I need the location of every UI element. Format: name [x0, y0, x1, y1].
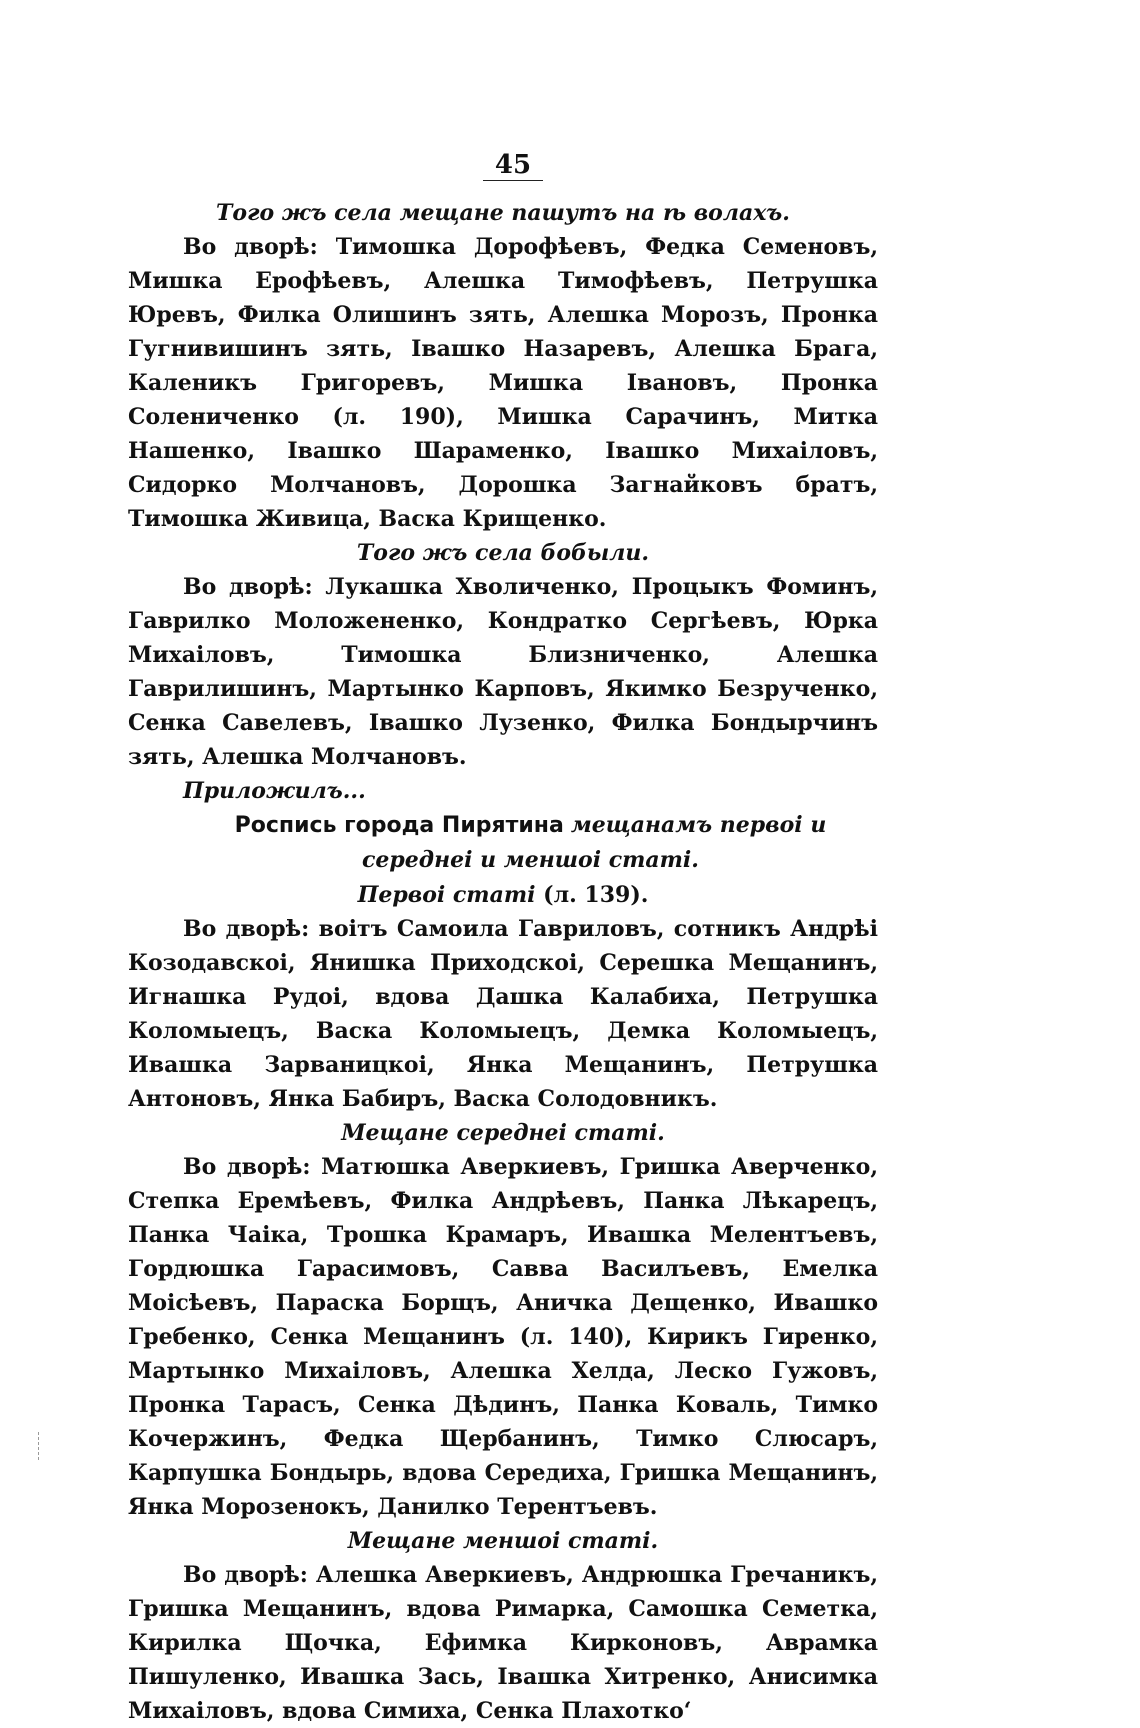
section-heading-landless: Того жъ села бобыли.: [356, 540, 650, 566]
first-rank-heading-text: Первоі статі: [357, 882, 536, 908]
register-title-subtitle: мещанамъ первоі и середнеі и меншоі статі.: [362, 812, 827, 873]
attachment-note: Приложилъ...: [183, 778, 366, 804]
register-title-main: Роспись города Пирятина: [234, 813, 564, 838]
document-page: [128, 0, 878, 1724]
section-heading-merchants-plough: Того жъ села мещане пашутъ на ѣ волахъ.: [216, 200, 790, 226]
subsection-heading-first-rank: [128, 878, 878, 912]
subsection-heading-middle-rank: Мещане середнеі статі.: [341, 1120, 665, 1146]
section-text-landless: Во дворѣ: Лукашка Хволиченко, Процыкъ Фоминъ, Гаврилко Моложененко, Кондратко Сергѣевъ, Юрка Михаіловъ, Тимошка Близниченко, Алешка Гаврилишинъ, Мартынко Карповъ, Якимко Безрученко, Сенка Савелевъ, Івашко Лузенко, Филка Бондырчинъ зять, Алешка Молчановъ.: [128, 574, 878, 770]
section-text-merchants-plough: Во дворѣ: Тимошка Дорофѣевъ, Федка Семеновъ, Мишка Ерофѣевъ, Алешка Тимофѣевъ, Петрушка Юревъ, Филка Олишинъ зять, Алешка Морозъ, Пронка Гугнивишинъ зять, Івашко Назаревъ, Алешка Брага, Каленикъ Григоревъ, Мишка Івановъ, Пронка Солениченко (л. 190), Мишка Сарачинъ, Митка Нашенко, Івашко Шараменко, Івашко Михаіловъ, Сидорко Молчановъ, Дорошка Загнайковъ братъ, Тимошка Живица, Васка Крищенко.: [128, 234, 878, 532]
subsection-text-first-rank: Во дворѣ: воітъ Самоила Гавриловъ, сотникъ Андрѣі Козодавскоі, Янишка Приходскоі, Серешка Мещанинъ, Игнашка Рудоі, вдова Дашка Калабиха, Петрушка Коломыецъ, Васка Коломыецъ, Демка Коломыецъ, Ивашка Зарваницкоі, Янка Мещанинъ, Петрушка Антоновъ, Янка Бабиръ, Васка Солодовникъ.: [128, 916, 878, 1112]
subsection-text-lower-rank: Во дворѣ: Алешка Аверкиевъ, Андрюшка Гречаникъ, Гришка Мещанинъ, вдова Римарка, Самошка Семетка, Кирилка Щочка, Ефимка Кирконовъ, Аврамка Пишуленко, Ивашка Зась, Івашка Хитренко, Анисимка Михаіловъ, вдова Симиха, Сенка Плахотко‘: [128, 1562, 878, 1724]
register-title: [128, 808, 878, 878]
page-number-rule: [483, 180, 543, 181]
first-rank-heading-ref: (л. 139).: [543, 882, 649, 908]
subsection-heading-lower-rank: Мещане меншоі статі.: [347, 1528, 659, 1554]
page-number: 45: [494, 150, 532, 180]
page-content: [128, 196, 878, 1728]
scan-margin-mark: [38, 1432, 41, 1460]
subsection-text-middle-rank: Во дворѣ: Матюшка Аверкиевъ, Гришка Аверченко, Степка Еремѣевъ, Филка Андрѣевъ, Панка Лѣкарецъ, Панка Чаіка, Трошка Крамаръ, Ивашка Мелентъевъ, Гордюшка Гарасимовъ, Савва Василъевъ, Емелка Моісѣевъ, Параска Борщъ, Аничка Дещенко, Ивашко Гребенко, Сенка Мещанинъ (л. 140), Кирикъ Гиренко, Мартынко Михаіловъ, Алешка Хелда, Леско Гужовъ, Пронка Тарасъ, Сенка Дѣдинъ, Панка Коваль, Тимко Кочержинъ, Федка Щербанинъ, Тимко Слюсаръ, Карпушка Бондырь, вдова Середиха, Гришка Мещанинъ, Янка Морозенокъ, Данилко Терентъевъ.: [128, 1154, 878, 1520]
